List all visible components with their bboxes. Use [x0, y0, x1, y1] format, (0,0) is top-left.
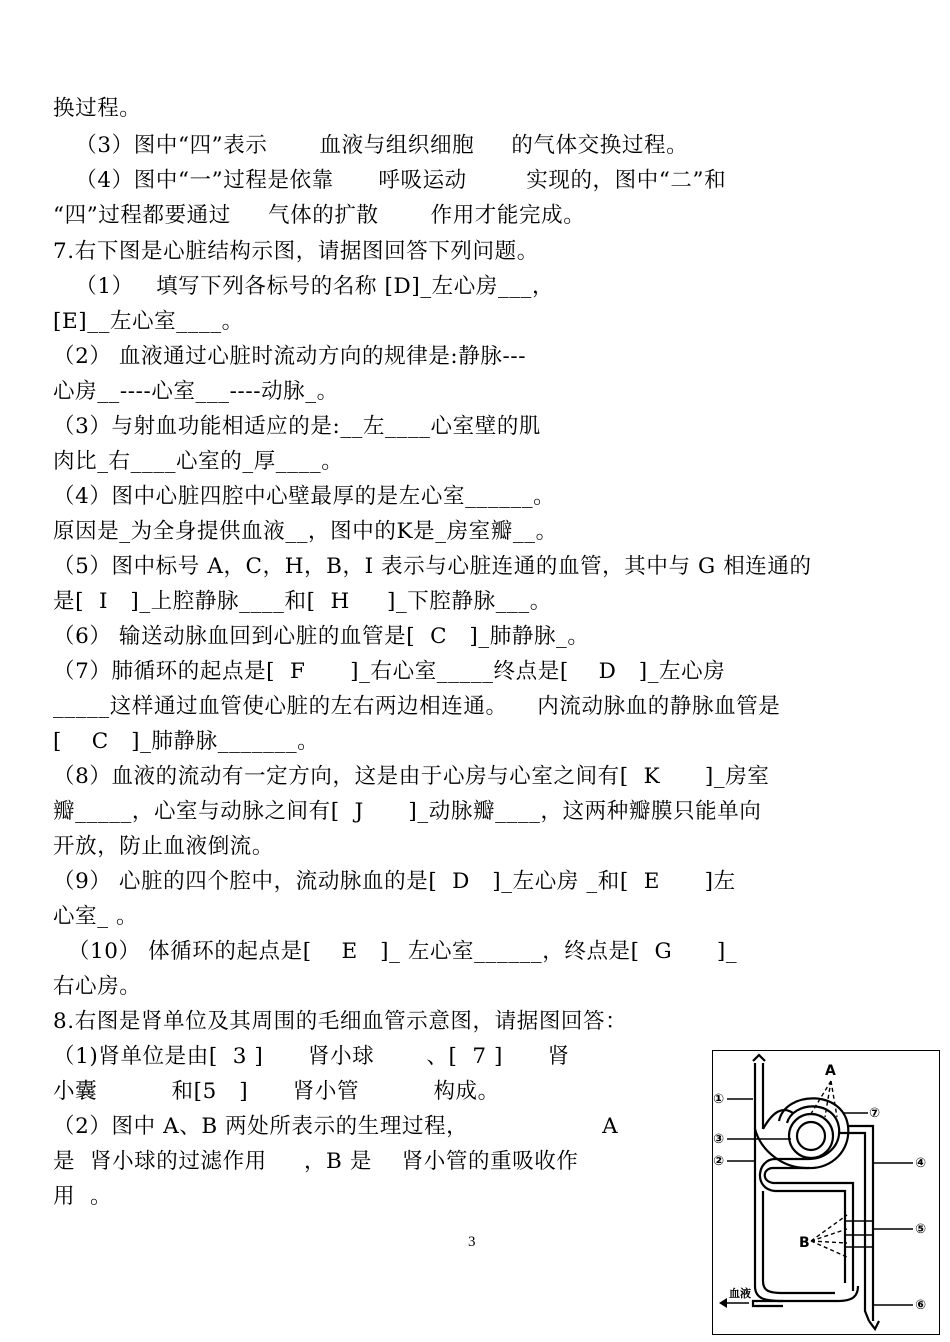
renal-vein-segment — [753, 1301, 783, 1306]
nephron-diagram — [712, 1050, 940, 1335]
renal-tubule-inner — [760, 1159, 845, 1283]
text-line: 右心房。 — [53, 974, 142, 999]
renal-tubule — [765, 1168, 853, 1291]
collecting-tubule — [848, 1126, 873, 1321]
text-line: （1)肾单位是由[ 3 ] 肾小球 、[ 7 ] 肾 — [53, 1044, 570, 1069]
text-line: （8）血液的流动有一定方向，这是由于心房与心室之间有[ K ]_房室 — [53, 764, 770, 789]
marker-5: ⑤ — [915, 1222, 927, 1237]
glomerulus-inner — [797, 1122, 825, 1150]
question-8-heading: 8.右图是肾单位及其周围的毛细血管示意图，请据图回答： — [53, 1009, 628, 1034]
text-line: （2）图中 A、B 两处所表示的生理过程， A — [53, 1114, 619, 1139]
glomerulus — [789, 1114, 833, 1158]
question-7-heading: 7.右下图是心脏结构示图，请据图回答下列问题。 — [53, 239, 539, 264]
tubule-outlet — [869, 1321, 879, 1329]
marker-4: ④ — [915, 1156, 927, 1171]
text-line: 是[ I ]_上腔静脉____和[ H ]_下腔静脉___。 — [53, 589, 552, 614]
marker-1: ① — [713, 1092, 725, 1107]
label-a: A — [825, 1063, 836, 1079]
text-line: 瓣_____，心室与动脉之间有[ J ]_动脉瓣____，这两种瓣膜只能单向 — [53, 799, 762, 824]
marker-7: ⑦ — [869, 1106, 881, 1121]
text-line: 开放，防止血液倒流。 — [53, 834, 275, 859]
label-blood: 血液 — [729, 1287, 751, 1300]
text-line: （2） 血液通过心脏时流动方向的规律是:静脉--- — [53, 344, 527, 369]
text-line: 换过程。 — [53, 96, 142, 121]
text-line: _____这样通过血管使心脏的左右两边相连通。 内流动脉血的静脉血管是 — [53, 694, 781, 719]
text-line: （9） 心脏的四个腔中，流动脉血的是[ D ]_左心房 _和[ E ]左 — [53, 869, 736, 894]
label-b: B — [799, 1235, 810, 1251]
tubule-ticks — [845, 1221, 873, 1247]
page-number: 3 — [468, 1234, 476, 1250]
text-line: [E]__左心室____。 — [53, 309, 244, 334]
text-line: （7）肺循环的起点是[ F ]_右心室_____终点是[ D ]_左心房 — [53, 659, 726, 684]
process-b-lines — [811, 1215, 847, 1257]
text-line: （6） 输送动脉血回到心脏的血管是[ C ]_肺静脉_。 — [53, 624, 590, 649]
marker-3: ③ — [713, 1132, 725, 1147]
text-line: “四”过程都要通过 气体的扩散 作用才能完成。 — [53, 203, 586, 228]
text-line: 原因是_为全身提供血液__，图中的K是_房室瓣__。 — [53, 519, 558, 544]
text-line: （4）图中心脏四腔中心壁最厚的是左心室______。 — [53, 484, 556, 509]
text-line: （3）与射血功能相适应的是:__左____心室壁的肌 — [53, 414, 542, 439]
marker-6: ⑥ — [915, 1298, 927, 1313]
text-line: （10） 体循环的起点是[ E ]_ 左心室______，终点是[ G ]_ — [53, 939, 738, 964]
nephron-diagram-svg — [713, 1051, 938, 1333]
text-line: （4）图中“一”过程是依靠 呼吸运动 实现的，图中“二”和 — [53, 168, 727, 193]
marker-2: ② — [713, 1154, 725, 1169]
text-line: 小囊 和[5 ] 肾小管 构成。 — [53, 1079, 500, 1104]
text-line: 肉比_右____心室的_厚____。 — [53, 449, 344, 474]
text-line: [ C ]_肺静脉_______。 — [53, 729, 320, 754]
vessel-top-cap — [753, 1055, 765, 1061]
text-line: 是 肾小球的过滤作用 ，B 是 肾小管的重吸收作 — [53, 1149, 579, 1174]
text-line: （1） 填写下列各标号的名称 [D]_左心房___， — [53, 274, 555, 299]
text-line: 心房__----心室___----动脉_。 — [53, 379, 339, 404]
text-line: 心室_ 。 — [53, 904, 139, 929]
text-line: （3）图中“四”表示 血液与组织细胞 的气体交换过程。 — [53, 133, 689, 158]
text-line: 用 。 — [53, 1184, 113, 1209]
text-line: （5）图中标号 A，C，H，B，I 表示与心脏连通的血管，其中与 G 相连通的 — [53, 554, 812, 579]
blood-arrow-icon — [719, 1298, 727, 1308]
efferent-arteriole — [755, 1129, 809, 1168]
